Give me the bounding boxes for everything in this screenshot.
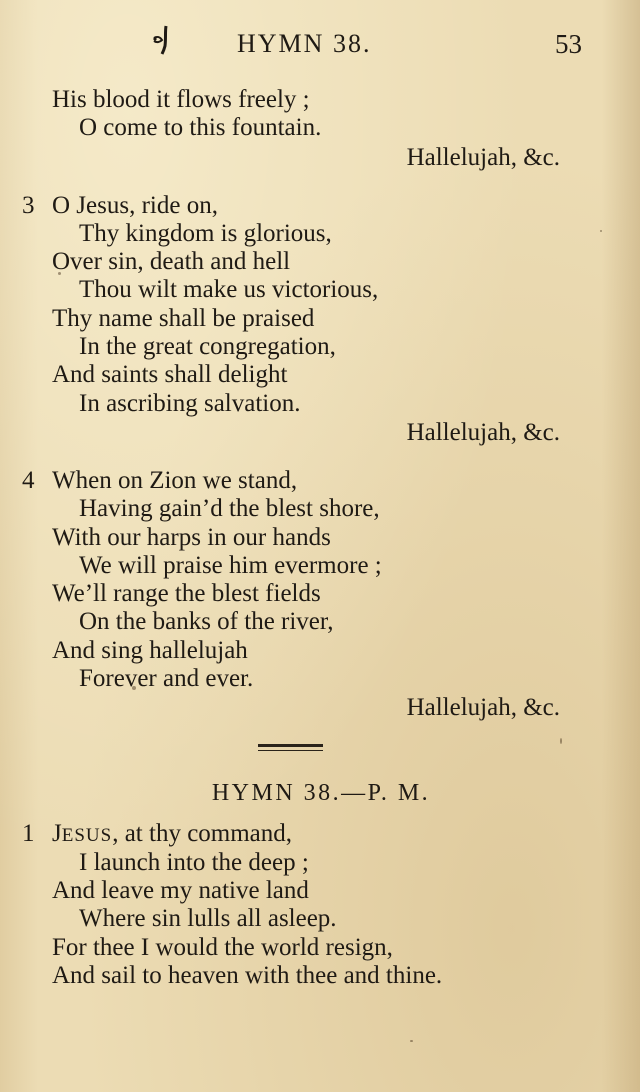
verse-line: And leave my native land [52, 876, 309, 904]
verse-line: Over sin, death and hell [52, 248, 291, 276]
verse-line: Thy kingdom is glorious, [79, 219, 332, 247]
refrain: Hallelujah, &c. [406, 143, 560, 171]
printers-ornament-icon [150, 24, 180, 56]
verse-line: His blood it flows freely ; [52, 86, 310, 113]
verse-line: I launch into the deep ; [79, 848, 309, 876]
verse-line: Thy name shall be praised [52, 304, 315, 332]
verse-line: Thou wilt make us victorious, [79, 276, 379, 304]
verse-line-text: O Jesus, ride on, [52, 191, 218, 219]
verse-line: In ascribing salvation. [79, 389, 301, 417]
stanza-4-line-1 [0, 467, 640, 495]
page-number: 53 [555, 29, 582, 59]
stanza-number: 3 [22, 191, 35, 219]
next-hymn-line-1 [0, 820, 640, 848]
hymn-heading: HYMN 38.—P. M. [211, 780, 431, 807]
verse-line: For thee I would the world resign, [52, 933, 393, 961]
verse-line: And sail to heaven with thee and thine. [52, 961, 443, 989]
verse-line: We will praise him evermore ; [79, 551, 382, 579]
verse-line-text: When on Zion we stand, [52, 466, 298, 494]
verse-line: With our harps in our hands [52, 523, 331, 551]
verse-line: Where sin lulls all asleep. [79, 905, 337, 933]
verse-line: And saints shall delight [52, 361, 288, 389]
verse-line-text: , at thy command, [112, 820, 293, 848]
hymn-text [0, 86, 640, 990]
verse-line: We’ll range the blest fields [52, 580, 321, 608]
refrain: Hallelujah, &c. [406, 418, 560, 446]
initial-capital: J [52, 820, 62, 848]
verse-line: In the great congregation, [79, 333, 336, 361]
verse-line: O come to this fountain. [79, 114, 322, 142]
verse-line: On the banks of the river, [79, 608, 334, 636]
verse-line: Having gain’d the blest shore, [79, 495, 380, 523]
running-head [0, 24, 640, 64]
section-divider [0, 722, 640, 772]
stanza-3-line-1 [0, 192, 640, 220]
refrain: Hallelujah, &c. [406, 694, 560, 722]
small-caps-word: ESUS [61, 825, 113, 847]
running-title: HYMN 38. [237, 29, 372, 58]
verse-line: Forever and ever. [79, 665, 254, 693]
stanza-number: 1 [22, 820, 35, 848]
verse-line: And sing hallelujah [52, 636, 248, 664]
stanza-number: 4 [22, 466, 35, 494]
